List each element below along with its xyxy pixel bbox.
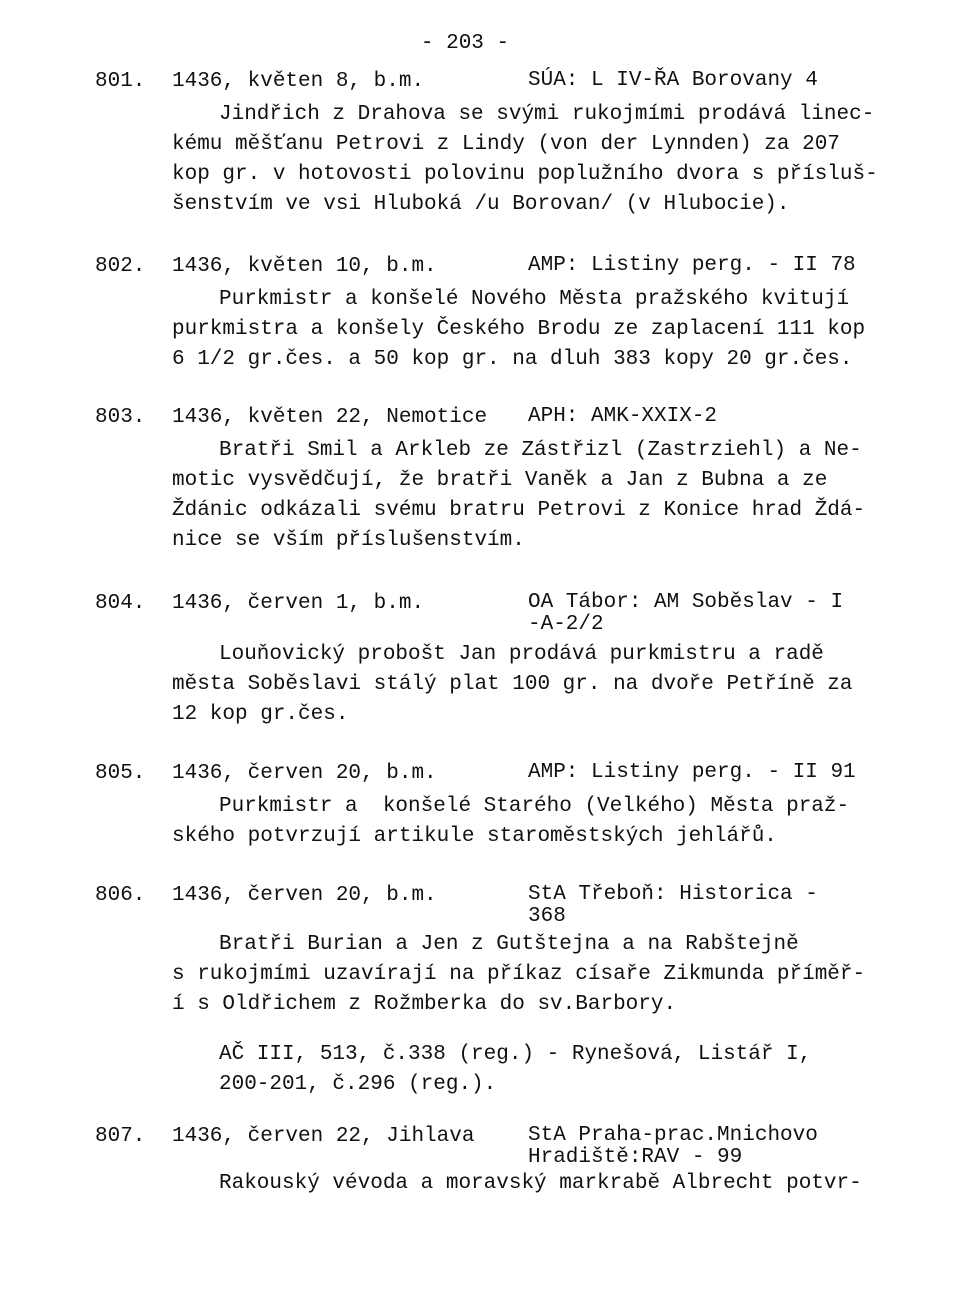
entry-date: 1436, červen 20, b.m. xyxy=(172,884,437,907)
entry-body xyxy=(172,930,866,1020)
entry-date: 1436, květen 8, b.m. xyxy=(172,70,425,93)
source-line: StA Praha-prac.Mnichovo xyxy=(528,1124,818,1147)
entry-body xyxy=(172,285,866,375)
body-line: motic vysvědčují, že bratři Vaněk a Jan z Bubna a ze xyxy=(172,469,828,492)
body-line: Purkmistr a konšelé Nového Města pražského kvitují xyxy=(219,288,850,311)
reference-line: AČ III, 513, č.338 (reg.) - Rynešová, Listář I, xyxy=(219,1043,812,1066)
body-line: ského potvrzují artikule staroměstských jehlářů. xyxy=(172,825,777,848)
source-line: SÚA: L IV-ŘA Borovany 4 xyxy=(528,69,818,92)
source-line: StA Třeboň: Historica - xyxy=(528,883,818,906)
entry-date: 1436, květen 10, b.m. xyxy=(172,255,437,278)
entry-number: 804. xyxy=(95,592,146,615)
body-line: kop gr. v hotovosti polovinu poplužního dvora s přísluš- xyxy=(172,163,878,186)
page-number: - 203 - xyxy=(420,32,510,55)
body-line: šenstvím ve vsi Hluboká /u Borovan/ (v Hlubocie). xyxy=(172,193,790,216)
body-line: í s Oldřichem z Rožmberka do sv.Barbory. xyxy=(172,993,677,1016)
entry-source xyxy=(528,1125,818,1169)
entry-body xyxy=(172,792,862,852)
entry-number: 805. xyxy=(95,762,146,785)
source-line: Hradiště:RAV - 99 xyxy=(528,1146,743,1169)
entry-number: 802. xyxy=(95,255,146,278)
source-line: AMP: Listiny perg. - II 78 xyxy=(528,254,856,277)
source-line: AMP: Listiny perg. - II 91 xyxy=(528,761,856,784)
body-line: s rukojmími uzavírají na příkaz císaře Zikmunda příměř- xyxy=(172,963,866,986)
body-line: Bratři Burian a Jen z Gutštejna a na Rabštejně xyxy=(219,933,799,956)
entry-number: 807. xyxy=(95,1125,146,1148)
body-line: purkmistra a konšely Českého Brodu ze zaplacení 111 kop xyxy=(172,318,866,341)
source-line: OA Tábor: AM Soběslav - I xyxy=(528,591,844,614)
entry-body xyxy=(172,100,878,220)
body-line: 6 1/2 gr.čes. a 50 kop gr. na dluh 383 kopy 20 gr.čes. xyxy=(172,348,853,371)
body-line: města Soběslavi stálý plat 100 gr. na dvoře Petříně za xyxy=(172,673,853,696)
entry-source xyxy=(528,255,856,277)
entry-date: 1436, květen 22, Nemotice xyxy=(172,406,488,429)
entry-number: 803. xyxy=(95,406,146,429)
entry-source xyxy=(528,406,717,428)
entry-body xyxy=(172,436,866,556)
source-line: APH: AMK-XXIX-2 xyxy=(528,405,718,428)
reference-line: 200-201, č.296 (reg.). xyxy=(219,1073,497,1096)
entry-source xyxy=(528,70,818,92)
body-line: Rakouský vévoda a moravský markrabě Albrecht potvr- xyxy=(219,1172,862,1195)
entry-reference xyxy=(219,1040,811,1100)
entry-date: 1436, červen 20, b.m. xyxy=(172,762,437,785)
body-line: Ždánic odkázali svému bratru Petrovi z Konice hrad Ždá- xyxy=(172,499,866,522)
body-line: Louňovický probošt Jan prodává purkmistru a radě xyxy=(219,643,824,666)
entry-date: 1436, červen 1, b.m. xyxy=(172,592,425,615)
body-line: nice se vším příslušenstvím. xyxy=(172,529,525,552)
entry-source xyxy=(528,592,843,636)
source-line: -A-2/2 xyxy=(528,613,604,636)
body-line: Jindřich z Drahova se svými rukojmími prodává linec- xyxy=(219,103,875,126)
entry-number: 801. xyxy=(95,70,146,93)
entry-date: 1436, červen 22, Jihlava xyxy=(172,1125,475,1148)
source-line: 368 xyxy=(528,905,566,928)
entry-source xyxy=(528,762,856,784)
entry-body xyxy=(172,1169,862,1199)
entry-number: 806. xyxy=(95,884,146,907)
body-line: Bratři Smil a Arkleb ze Zástřizl (Zastrziehl) a Ne- xyxy=(219,439,862,462)
entry-body xyxy=(172,640,862,730)
body-line: kému měšťanu Petrovi z Lindy (von der Lynnden) za 207 xyxy=(172,133,840,156)
entry-source xyxy=(528,884,818,928)
body-line: Purkmistr a konšelé Starého (Velkého) Města praž- xyxy=(219,795,850,818)
body-line: 12 kop gr.čes. xyxy=(172,703,349,726)
